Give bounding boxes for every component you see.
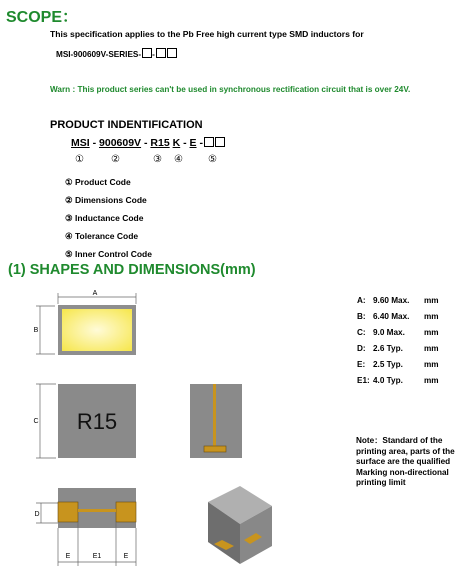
placeholder-box [215,137,225,147]
part-tolerance-code: K [172,137,181,149]
dim-label-e1: E1 [92,553,102,560]
placeholder-box [167,48,177,58]
spec-row-d [357,344,439,353]
spec-label: D: [357,344,366,353]
index-3: ③ [153,154,162,165]
dim-label-e-left: E [65,553,71,560]
spec-value: 2.6 Typ. [373,344,403,353]
printing-note: Note：Standard of the printing area, parts of the surface are the qualified Marking non-directional printing limit [356,436,455,488]
placeholder-box [204,137,214,147]
spec-unit: mm [424,376,439,385]
spec-label: C: [357,328,366,337]
front-view [33,384,136,458]
spec-unit: mm [424,344,439,353]
bottom-wire [78,509,116,512]
scope-description: This specification applies to the Pb Free high current type SMD inductors for [50,29,364,39]
dim-label-e-right: E [123,553,129,560]
product-id-title: PRODUCT INDENTIFICATION [50,119,203,131]
part-number [71,137,225,149]
code-item-dimensions: ② Dimensions Code [65,195,147,205]
dim-label-b: B [33,327,39,334]
part-inner-control-code: E [189,137,197,149]
code-item-inner-control: ⑤ Inner Control Code [65,249,152,259]
placeholder-box [142,48,152,58]
code-item-product: ① Product Code [65,177,131,187]
side-wire [213,384,216,450]
spec-value: 2.5 Typ. [373,360,403,369]
index-2: ② [111,154,120,165]
side-terminal [204,446,226,452]
spec-row-a [357,296,439,305]
scope-title: SCOPE： [6,9,79,26]
top-view [34,290,136,355]
spec-unit: mm [424,328,439,337]
spec-value: 9.60 Max. [373,296,410,305]
index-4: ④ [174,154,183,165]
spec-value: 6.40 Max. [373,312,410,321]
spec-row-b [357,312,439,321]
spec-row-e1 [357,376,439,385]
marking-text: R15 [76,409,118,434]
spec-row-e [357,360,439,369]
spec-unit: mm [424,312,439,321]
spec-label: B: [357,312,366,321]
spec-row-c [357,328,439,337]
part-dimensions-code: 900609V [99,137,142,149]
spec-unit: mm [424,296,439,305]
part-inductance-code: R15 [150,137,170,149]
terminal-left [58,502,78,522]
spec-unit: mm [424,360,439,369]
dimension-drawings [0,280,350,568]
series-name-text: MSI-900609V-SERIES- [56,50,142,59]
separator: - [196,137,203,149]
bottom-view [34,488,136,566]
placeholder-box [156,48,166,58]
index-5: ⑤ [208,154,217,165]
code-item-tolerance: ④ Tolerance Code [65,231,139,241]
separator: - [89,137,100,149]
dim-label-d: D [34,511,40,518]
separator: - [180,137,190,149]
side-view [190,384,242,458]
top-surface [62,309,132,351]
terminal-right [116,502,136,522]
series-name: MSI-900609V-SERIES- - [56,48,177,59]
spec-value: 4.0 Typ. [373,376,403,385]
spec-label: E: [357,360,366,369]
spec-label: A: [357,296,366,305]
isometric-view [208,486,272,564]
warning-text: Warn : This product series can't be used in synchronous rectification circuit that is over 24V. [50,85,411,94]
dim-label-a: A [92,290,98,297]
spec-label: E1: [357,376,370,385]
spec-value: 9.0 Max. [373,328,405,337]
shapes-title: (1) SHAPES AND DIMENSIONS(mm) [8,262,256,278]
part-product-code: MSI [71,137,90,149]
separator: - [141,137,151,149]
dim-label-c: C [33,418,39,425]
index-1: ① [75,154,84,165]
code-item-inductance: ③ Inductance Code [65,213,144,223]
